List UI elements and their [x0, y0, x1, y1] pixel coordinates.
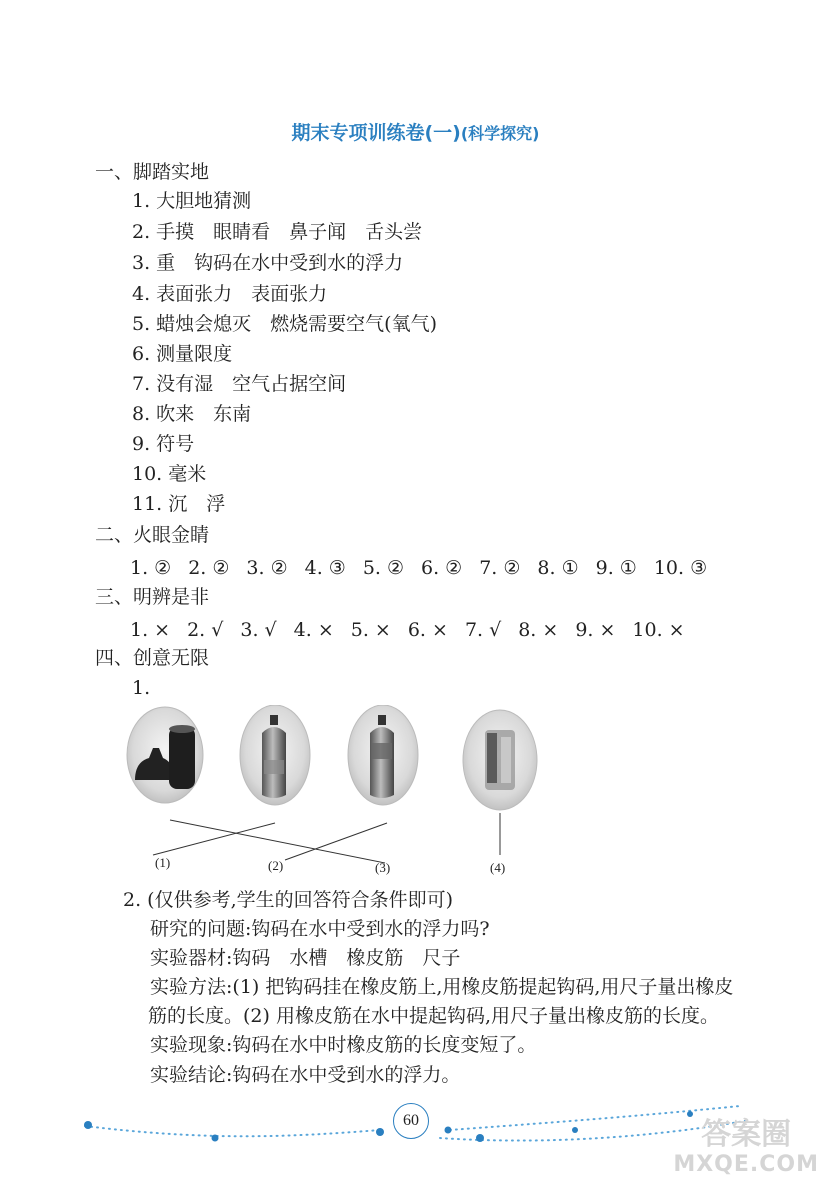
watermark-line2: MXQE.COM	[673, 1152, 819, 1177]
answer: 7. ②	[479, 557, 521, 579]
matching-figure	[125, 705, 565, 885]
answer: 5. ×	[350, 619, 391, 641]
answer: 1. ②	[130, 557, 172, 579]
figure-caption: (1)	[155, 855, 171, 870]
answer: 6. ×	[407, 619, 448, 641]
section1-item: 7. 没有湿 空气占据空间	[132, 373, 347, 395]
watermark-line1: 答案圈	[701, 1117, 792, 1152]
answer: 3. √	[240, 619, 277, 641]
matching-diagram	[125, 705, 565, 885]
section1-item: 3. 重 钩码在水中受到水的浮力	[132, 252, 404, 274]
answer: 5. ②	[362, 557, 405, 579]
section1-item: 6. 测量限度	[132, 343, 233, 365]
answer: 3. ②	[246, 557, 288, 579]
answer: 10. ③	[653, 557, 708, 579]
section4-item2-label: 2. (仅供参考,学生的回答符合条件即可)	[123, 889, 454, 911]
answer: 4. ×	[293, 619, 334, 641]
section1-item: 2. 手摸 眼睛看 鼻子闻 舌头尝	[132, 221, 423, 243]
section3-heading: 三、明辨是非	[95, 586, 210, 608]
research-question: 研究的问题:钩码在水中受到水的浮力吗?	[150, 918, 490, 940]
section4-item1-label: 1.	[132, 677, 151, 699]
section1-item: 4. 表面张力 表面张力	[132, 283, 328, 305]
picture-2	[240, 705, 310, 805]
experiment-method-line1: 实验方法:(1) 把钩码挂在橡皮筋上,用橡皮筋提起钩码,用尺子量出橡皮	[150, 976, 734, 998]
section3-answers	[130, 618, 702, 642]
picture-1	[127, 707, 203, 803]
answer: 9. ×	[575, 619, 616, 641]
section1-item: 11. 沉 浮	[132, 493, 226, 515]
title-sub: (科学探究)	[460, 124, 540, 143]
experiment-phenomenon: 实验现象:钩码在水中时橡皮筋的长度变短了。	[150, 1034, 537, 1056]
answer: 2. ②	[188, 557, 230, 579]
watermark-logo	[673, 1117, 819, 1180]
section1-item: 5. 蜡烛会熄灭 燃烧需要空气(氧气)	[132, 313, 437, 335]
page-title	[0, 118, 831, 145]
experiment-conclusion: 实验结论:钩码在水中受到水的浮力。	[150, 1064, 461, 1086]
figure-caption: (2)	[268, 858, 284, 873]
experiment-materials: 实验器材:钩码 水槽 橡皮筋 尺子	[150, 947, 461, 969]
section1-item: 10. 毫米	[132, 463, 207, 485]
answer: 8. ①	[537, 557, 579, 579]
figure-caption: (4)	[490, 860, 506, 875]
picture-3	[348, 705, 418, 805]
answer: 4. ③	[304, 557, 346, 579]
experiment-method-line2: 筋的长度。(2) 用橡皮筋在水中提起钩码,用尺子量出橡皮筋的长度。	[148, 1005, 719, 1027]
section1-item: 9. 符号	[132, 433, 195, 455]
answer: 2. √	[187, 619, 224, 641]
section2-answers	[130, 556, 724, 580]
figure-caption: (3)	[375, 860, 391, 875]
answer: 7. √	[464, 619, 502, 641]
section1-heading: 一、脚踏实地	[95, 161, 210, 183]
picture-4	[463, 710, 537, 810]
page-number: 60	[393, 1103, 429, 1139]
answer: 8. ×	[518, 619, 559, 641]
answer: 1. ×	[130, 619, 171, 641]
title-main: 期末专项训练卷(一)	[291, 122, 461, 144]
answer: 9. ①	[595, 557, 637, 579]
answer: 10. ×	[632, 619, 685, 641]
section2-heading: 二、火眼金睛	[95, 524, 210, 546]
section1-item: 1. 大胆地猜测	[132, 190, 252, 212]
answer: 6. ②	[421, 557, 463, 579]
section4-heading: 四、创意无限	[95, 647, 210, 669]
section1-item: 8. 吹来 东南	[132, 403, 252, 425]
